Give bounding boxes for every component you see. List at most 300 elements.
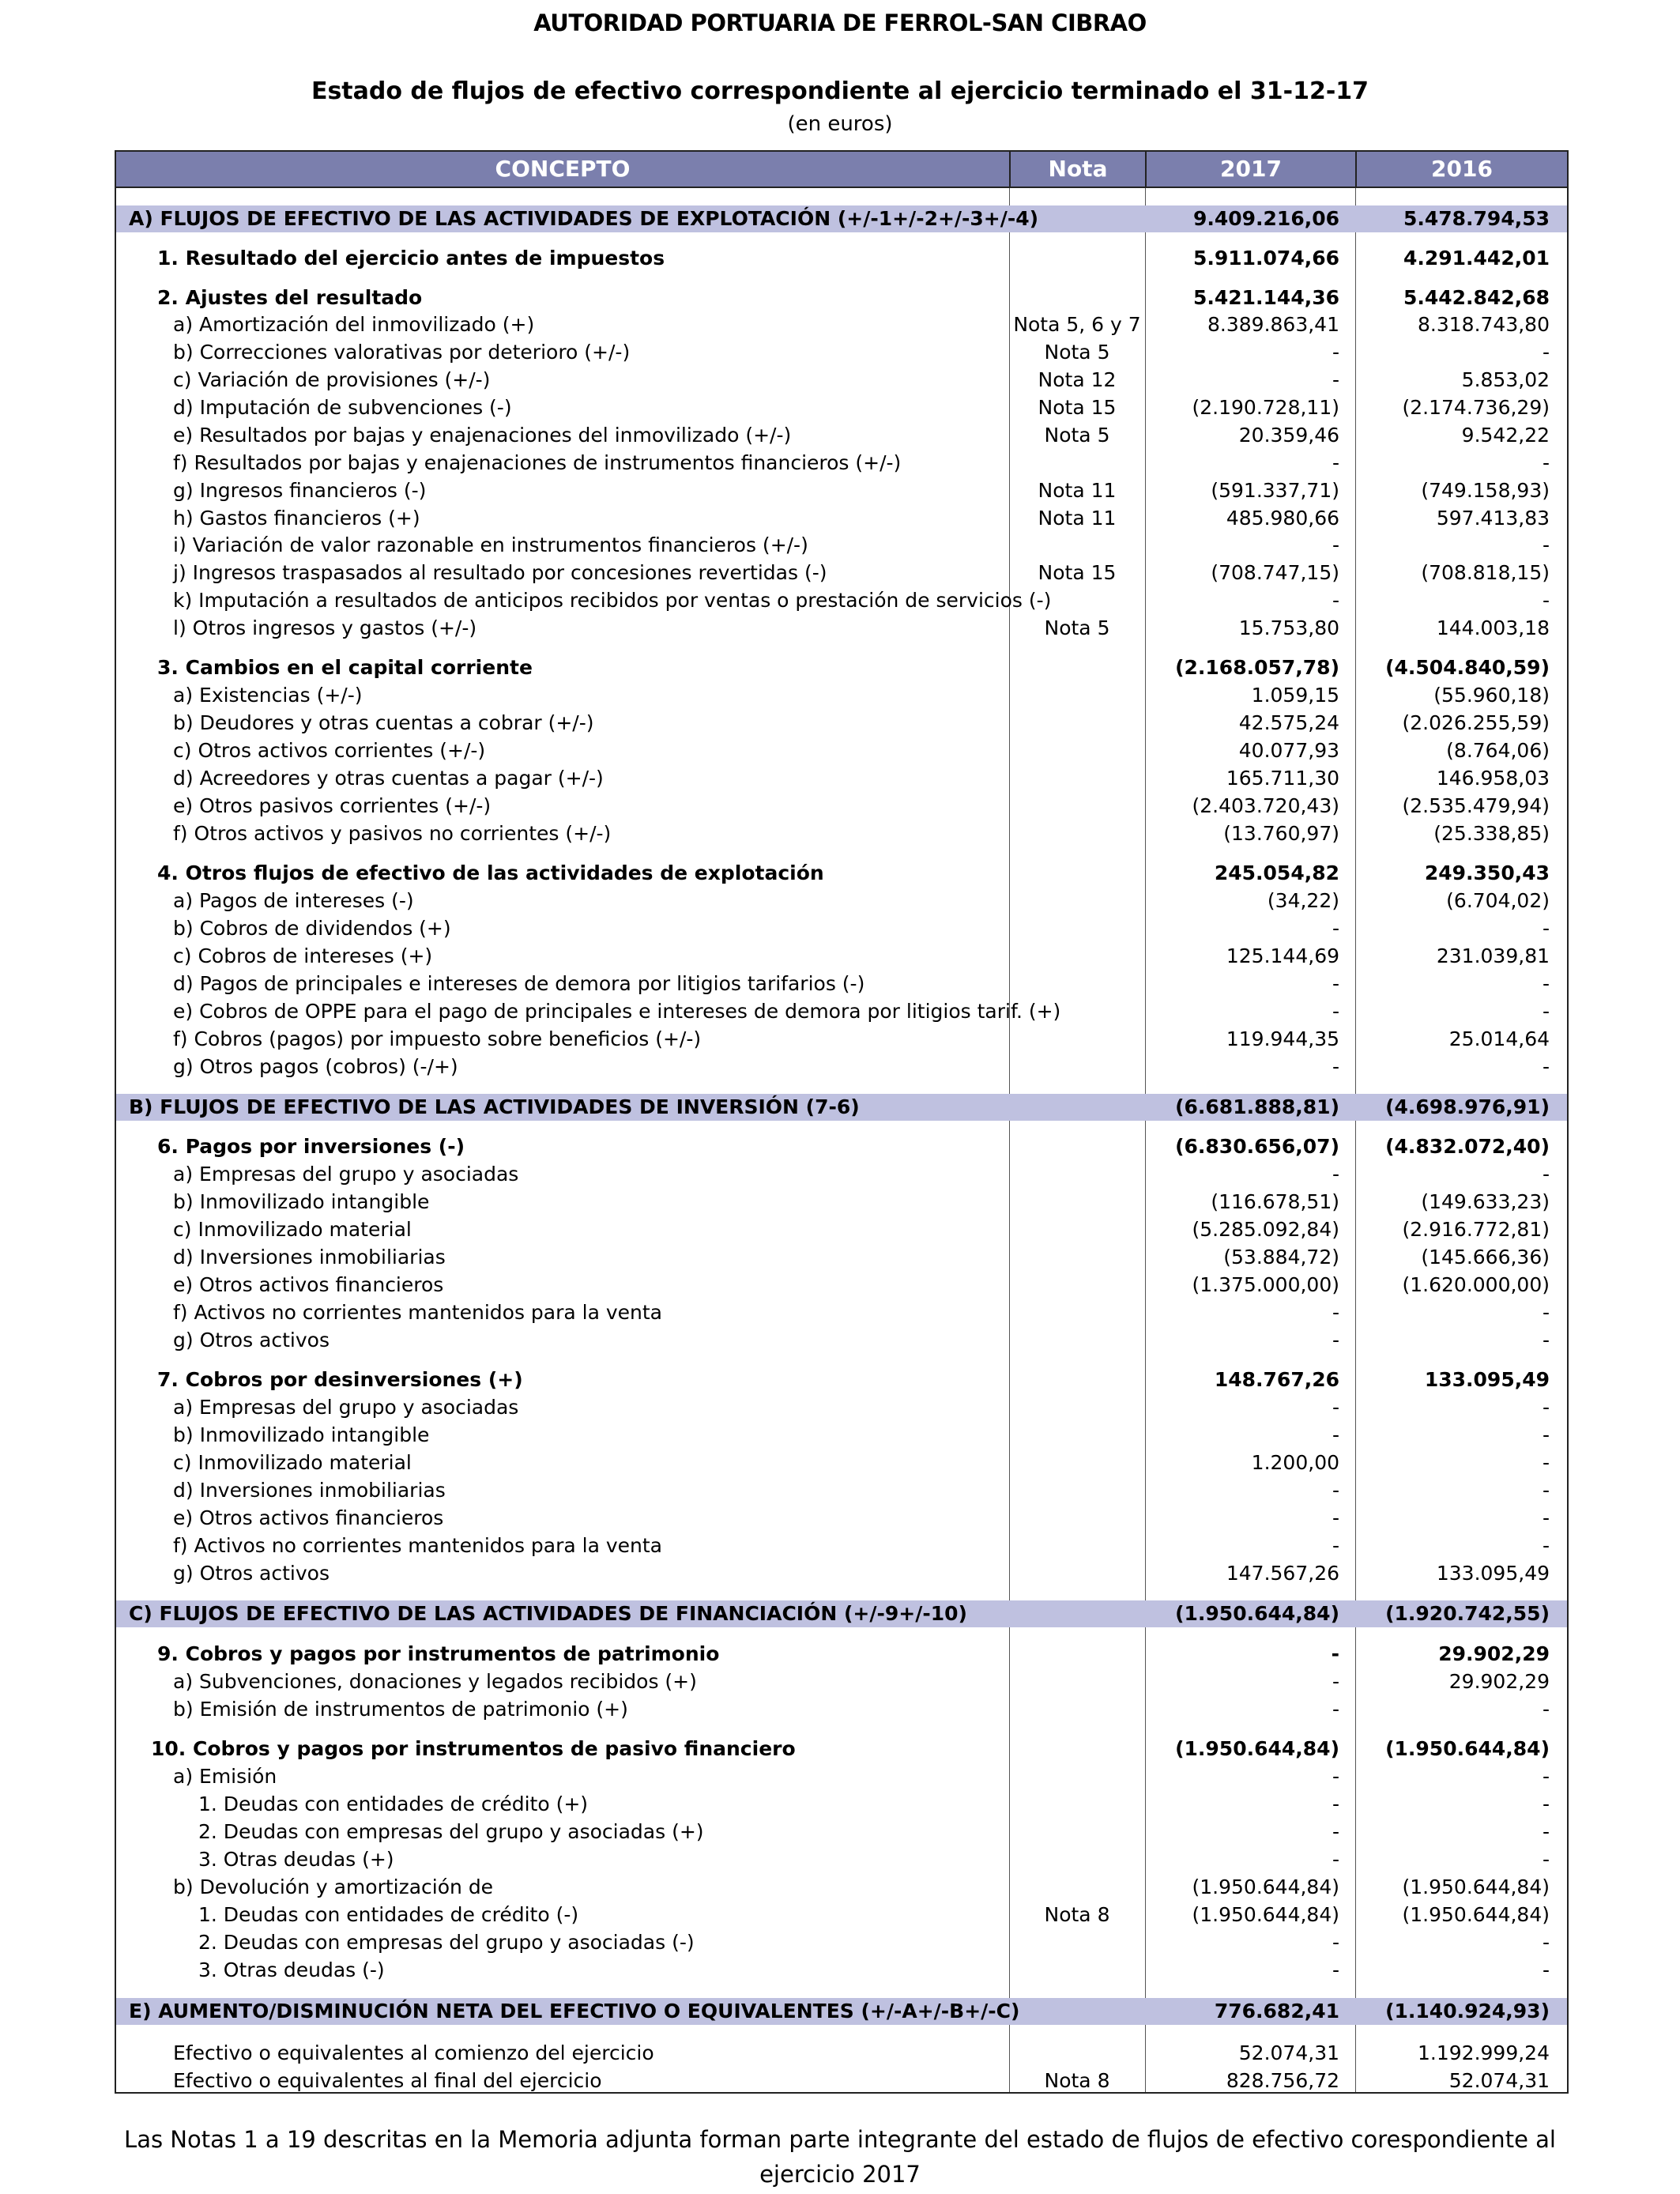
table-row <box>116 532 1567 559</box>
row-value-2016: (1.620.000,00) <box>1402 1273 1550 1296</box>
row-value-2016: 5.478.794,53 <box>1403 207 1550 230</box>
table-row <box>116 505 1567 532</box>
row-nota <box>1009 1846 1145 1873</box>
row-nota: Nota 8 <box>1044 2069 1110 2092</box>
row-label: e) Otros activos financieros <box>173 1273 444 1296</box>
row-value-2016: 144.003,18 <box>1436 616 1550 639</box>
row-nota <box>1009 998 1145 1025</box>
row-value-2017: 1.059,15 <box>1251 684 1339 707</box>
row-value-2016: - <box>1542 1931 1550 1954</box>
table-row <box>116 1216 1567 1243</box>
row-value-2017: (1.375.000,00) <box>1192 1273 1339 1296</box>
table-row <box>116 1367 1567 1393</box>
table-row <box>116 1189 1567 1216</box>
row-nota <box>1009 1819 1145 1845</box>
row-value-2016: - <box>1542 1479 1550 1502</box>
row-value-2017: (116.678,51) <box>1211 1190 1339 1213</box>
row-value-2016: 5.853,02 <box>1461 368 1550 391</box>
row-value-2016: - <box>1542 1396 1550 1419</box>
row-value-2017: 125.144,69 <box>1226 944 1339 967</box>
row-value-2017: 165.711,30 <box>1226 767 1339 790</box>
row-label: 2. Ajustes del resultado <box>157 286 423 309</box>
table-row <box>116 915 1567 942</box>
table-row <box>116 1763 1567 1790</box>
row-label: d) Inversiones inmobiliarias <box>173 1246 446 1269</box>
row-value-2017: 15.753,80 <box>1238 616 1339 639</box>
table-row <box>116 1272 1567 1299</box>
row-value-2017: (2.190.728,11) <box>1192 396 1339 419</box>
row-label: 3. Otras deudas (+) <box>198 1848 394 1871</box>
table-row <box>116 971 1567 997</box>
row-value-2016: - <box>1542 589 1550 612</box>
row-nota: Nota 11 <box>1038 479 1117 502</box>
row-label: 1. Deudas con entidades de crédito (+) <box>198 1793 589 1815</box>
row-nota <box>1009 710 1145 737</box>
row-value-2017: - <box>1332 533 1339 556</box>
row-nota <box>1009 1600 1145 1627</box>
table-row <box>116 1902 1567 1928</box>
row-value-2017: - <box>1332 1931 1339 1954</box>
row-value-2017: 776.682,41 <box>1214 2000 1339 2022</box>
row-label: f) Activos no corrientes mantenidos para la venta <box>173 1301 663 1324</box>
row-value-2017: - <box>1332 341 1339 364</box>
row-label: b) Cobros de dividendos (+) <box>173 917 451 940</box>
table-header <box>115 150 1569 188</box>
row-nota <box>1009 1299 1145 1326</box>
table-row <box>116 1026 1567 1053</box>
row-value-2016: 29.902,29 <box>1438 1642 1550 1665</box>
table-row <box>116 394 1567 421</box>
row-label: d) Pagos de principales e intereses de demora por litigios tarifarios (-) <box>173 972 865 995</box>
table-row <box>116 1846 1567 1873</box>
row-value-2016: - <box>1542 1820 1550 1843</box>
table-row <box>116 1299 1567 1326</box>
section-row <box>116 1998 1567 2025</box>
row-value-2016: 9.542,22 <box>1461 424 1550 447</box>
row-nota <box>1009 1929 1145 1956</box>
row-label: 6. Pagos por inversiones (-) <box>157 1135 465 1158</box>
table-row <box>116 1791 1567 1818</box>
row-value-2017: - <box>1332 451 1339 474</box>
row-value-2017: - <box>1332 1793 1339 1815</box>
row-value-2017: 20.359,46 <box>1238 424 1339 447</box>
row-label: f) Resultados por bajas y enajenaciones de instrumentos financieros (+/-) <box>173 451 902 474</box>
row-label: e) Otros activos financieros <box>173 1506 444 1529</box>
table-row <box>116 1449 1567 1476</box>
row-value-2017: (1.950.644,84) <box>1192 1903 1339 1926</box>
row-value-2016: - <box>1542 1793 1550 1815</box>
row-value-2016: 133.095,49 <box>1424 1368 1550 1391</box>
row-value-2016: (708.818,15) <box>1421 561 1550 584</box>
row-value-2017: - <box>1332 1848 1339 1871</box>
table-row <box>116 682 1567 709</box>
row-label: 4. Otros flujos de efectivo de las actividades de explotación <box>157 861 824 884</box>
row-value-2016: (149.633,23) <box>1421 1190 1550 1213</box>
row-label: b) Deudores y otras cuentas a cobrar (+/-) <box>173 711 594 734</box>
row-value-2016: (2.174.736,29) <box>1402 396 1550 419</box>
row-nota: Nota 8 <box>1044 1903 1110 1926</box>
row-nota <box>1009 971 1145 997</box>
row-value-2017: - <box>1332 1301 1339 1324</box>
table-row <box>116 998 1567 1025</box>
page-title: Estado de flujos de efectivo correspondiente al ejercicio terminado el 31-12-17 <box>311 77 1369 105</box>
row-label: e) Otros pasivos corrientes (+/-) <box>173 794 492 817</box>
row-label: b) Inmovilizado intangible <box>173 1190 430 1213</box>
row-value-2017: (708.747,15) <box>1211 561 1339 584</box>
row-nota <box>1009 1026 1145 1053</box>
row-nota <box>1009 793 1145 820</box>
row-nota <box>1009 285 1145 311</box>
row-value-2016: (2.916.772,81) <box>1402 1218 1550 1241</box>
row-value-2016: - <box>1542 972 1550 995</box>
table-row <box>116 943 1567 970</box>
table-row <box>116 1505 1567 1532</box>
row-value-2017: - <box>1332 1055 1339 1078</box>
row-label: g) Otros activos <box>173 1562 330 1585</box>
row-label: 2. Deudas con empresas del grupo y asociadas (-) <box>198 1931 695 1954</box>
row-value-2016: - <box>1542 1055 1550 1078</box>
row-nota <box>1009 1161 1145 1188</box>
row-label: g) Otros activos <box>173 1329 330 1351</box>
row-value-2017: - <box>1332 1479 1339 1502</box>
row-nota <box>1009 1791 1145 1818</box>
row-label: Efectivo o equivalentes al comienzo del ejercicio <box>173 2041 654 2064</box>
table-row <box>116 2068 1567 2094</box>
row-value-2017: - <box>1332 589 1339 612</box>
row-nota <box>1009 1477 1145 1504</box>
table-row <box>116 2040 1567 2067</box>
row-value-2017: - <box>1332 1163 1339 1186</box>
table-row <box>116 860 1567 887</box>
row-value-2016: - <box>1542 1301 1550 1324</box>
row-value-2017: - <box>1332 1423 1339 1446</box>
row-value-2017: (6.830.656,07) <box>1175 1135 1339 1158</box>
row-value-2016: (4.698.976,91) <box>1385 1095 1550 1118</box>
row-value-2017: - <box>1332 368 1339 391</box>
table-row <box>116 793 1567 820</box>
row-value-2016: (2.535.479,94) <box>1402 794 1550 817</box>
table-row <box>116 1244 1567 1271</box>
row-value-2016: - <box>1542 1958 1550 1981</box>
row-value-2017: (1.950.644,84) <box>1175 1737 1339 1760</box>
row-label: c) Inmovilizado material <box>173 1451 412 1474</box>
row-value-2016: 25.014,64 <box>1448 1027 1550 1050</box>
table-row <box>116 888 1567 914</box>
row-value-2016: (1.920.742,55) <box>1385 1602 1550 1625</box>
column-header-concepto: CONCEPTO <box>495 156 631 182</box>
section-row <box>116 1600 1567 1627</box>
row-nota: Nota 5 <box>1044 341 1110 364</box>
row-nota <box>1009 943 1145 970</box>
row-label: 7. Cobros por desinversiones (+) <box>157 1368 523 1391</box>
table-row <box>116 1736 1567 1762</box>
row-value-2017: - <box>1332 1765 1339 1788</box>
row-nota: Nota 5 <box>1044 616 1110 639</box>
row-label: h) Gastos financieros (+) <box>173 507 420 530</box>
row-value-2016: 5.442.842,68 <box>1403 286 1550 309</box>
cash-flow-table <box>115 188 1569 2094</box>
row-label: a) Empresas del grupo y asociadas <box>173 1396 519 1419</box>
row-nota <box>1009 737 1145 764</box>
table-row <box>116 710 1567 737</box>
row-label: g) Ingresos financieros (-) <box>173 479 427 502</box>
table-row <box>116 1394 1567 1421</box>
table-row <box>116 1133 1567 1160</box>
row-value-2016: - <box>1542 1534 1550 1557</box>
row-value-2016: 231.039,81 <box>1436 944 1550 967</box>
row-value-2016: 597.413,83 <box>1436 507 1550 530</box>
row-label: B) FLUJOS DE EFECTIVO DE LAS ACTIVIDADES DE INVERSIÓN (7-6) <box>129 1095 860 1118</box>
row-value-2016: - <box>1542 1423 1550 1446</box>
row-label: f) Activos no corrientes mantenidos para la venta <box>173 1534 663 1557</box>
row-value-2017: (13.760,97) <box>1223 822 1339 845</box>
row-label: 9. Cobros y pagos por instrumentos de patrimonio <box>157 1642 720 1665</box>
row-value-2017: (34,22) <box>1267 889 1339 912</box>
table-row <box>116 560 1567 586</box>
row-value-2016: (145.666,36) <box>1421 1246 1550 1269</box>
row-value-2016: (4.504.840,59) <box>1385 656 1550 679</box>
row-value-2016: - <box>1542 1848 1550 1871</box>
row-nota <box>1009 1189 1145 1216</box>
row-label: j) Ingresos traspasados al resultado por concesiones revertidas (-) <box>173 561 827 584</box>
row-value-2016: (2.026.255,59) <box>1402 711 1550 734</box>
row-value-2017: - <box>1332 1329 1339 1351</box>
row-nota <box>1009 654 1145 681</box>
row-label: d) Acreedores y otras cuentas a pagar (+/-) <box>173 767 604 790</box>
row-label: b) Inmovilizado intangible <box>173 1423 430 1446</box>
table-row <box>116 1532 1567 1559</box>
row-label: c) Cobros de intereses (+) <box>173 944 433 967</box>
row-label: 10. Cobros y pagos por instrumentos de pasivo financiero <box>151 1737 796 1760</box>
row-nota <box>1009 205 1145 232</box>
row-nota <box>1009 1449 1145 1476</box>
row-value-2016: (1.140.924,93) <box>1385 2000 1550 2022</box>
row-value-2016: 4.291.442,01 <box>1403 247 1550 270</box>
section-row <box>116 1094 1567 1121</box>
row-value-2016: (6.704,02) <box>1446 889 1550 912</box>
row-value-2017: 9.409.216,06 <box>1192 207 1339 230</box>
row-label: a) Existencias (+/-) <box>173 684 363 707</box>
row-value-2017: 5.421.144,36 <box>1192 286 1339 309</box>
row-value-2016: 146.958,03 <box>1436 767 1550 790</box>
row-nota <box>1009 765 1145 792</box>
row-value-2016: 29.902,29 <box>1448 1670 1550 1693</box>
row-label: e) Cobros de OPPE para el pago de principales e intereses de demora por litigios tarif. (+) <box>173 1000 1061 1023</box>
organization-title: AUTORIDAD PORTUARIA DE FERROL-SAN CIBRAO <box>533 9 1147 36</box>
row-nota: Nota 5 <box>1044 424 1110 447</box>
page-subtitle: (en euros) <box>787 112 893 136</box>
row-value-2017: - <box>1332 1000 1339 1023</box>
row-nota <box>1009 245 1145 272</box>
row-value-2016: (4.832.072,40) <box>1385 1135 1550 1158</box>
row-label: b) Devolución y amortización de <box>173 1875 494 1898</box>
row-label: k) Imputación a resultados de anticipos recibidos por ventas o prestación de servicios (-) <box>173 589 1052 612</box>
table-row <box>116 339 1567 366</box>
row-label: g) Otros pagos (cobros) (-/+) <box>173 1055 458 1078</box>
table-row <box>116 1161 1567 1188</box>
row-nota <box>1009 682 1145 709</box>
row-value-2016: - <box>1542 917 1550 940</box>
row-nota <box>1009 1216 1145 1243</box>
table-row <box>116 477 1567 504</box>
row-label: a) Pagos de intereses (-) <box>173 889 414 912</box>
row-value-2017: (6.681.888,81) <box>1175 1095 1339 1118</box>
row-nota <box>1009 1696 1145 1723</box>
table-row <box>116 1819 1567 1845</box>
row-value-2016: - <box>1542 451 1550 474</box>
row-nota <box>1009 1560 1145 1587</box>
table-row <box>116 820 1567 847</box>
row-value-2017: 245.054,82 <box>1214 861 1339 884</box>
row-nota <box>1009 1641 1145 1668</box>
row-value-2017: (2.168.057,78) <box>1175 656 1339 679</box>
row-nota: Nota 5, 6 y 7 <box>1013 313 1141 336</box>
row-value-2017: 52.074,31 <box>1238 2041 1339 2064</box>
row-nota <box>1009 820 1145 847</box>
row-value-2017: 5.911.074,66 <box>1192 247 1339 270</box>
row-value-2016: (25.338,85) <box>1433 822 1550 845</box>
row-value-2017: - <box>1332 1670 1339 1693</box>
row-value-2017: - <box>1332 1698 1339 1721</box>
table-row <box>116 654 1567 681</box>
row-label: C) FLUJOS DE EFECTIVO DE LAS ACTIVIDADES DE FINANCIACIÓN (+/-9+/-10) <box>129 1602 967 1625</box>
row-nota <box>1009 1505 1145 1532</box>
row-nota: Nota 11 <box>1038 507 1117 530</box>
row-nota: Nota 15 <box>1038 396 1117 419</box>
table-row <box>116 765 1567 792</box>
table-row <box>116 1668 1567 1695</box>
table-row <box>116 1560 1567 1587</box>
row-value-2017: 119.944,35 <box>1226 1027 1339 1050</box>
footer-note: Las Notas 1 a 19 descritas en la Memoria adjunta forman parte integrante del estado de flujos de efectivo corespondiente al ejercicio 2017 <box>124 2126 1556 2188</box>
row-value-2017: (591.337,71) <box>1211 479 1339 502</box>
row-nota <box>1009 1532 1145 1559</box>
row-value-2016: 133.095,49 <box>1436 1562 1550 1585</box>
row-value-2016: (1.950.644,84) <box>1385 1737 1550 1760</box>
row-value-2016: - <box>1542 1000 1550 1023</box>
row-value-2017: - <box>1332 1506 1339 1529</box>
row-nota <box>1009 1054 1145 1080</box>
row-label: a) Amortización del inmovilizado (+) <box>173 313 535 336</box>
row-value-2017: 148.767,26 <box>1214 1368 1339 1391</box>
row-label: A) FLUJOS DE EFECTIVO DE LAS ACTIVIDADES DE EXPLOTACIÓN (+/-1+/-2+/-3+/-4) <box>129 207 1039 230</box>
row-nota: Nota 15 <box>1038 561 1117 584</box>
row-label: l) Otros ingresos y gastos (+/-) <box>173 616 477 639</box>
table-row <box>116 737 1567 764</box>
row-nota <box>1009 1763 1145 1790</box>
row-value-2017: - <box>1332 917 1339 940</box>
row-value-2017: 8.389.863,41 <box>1207 313 1339 336</box>
row-nota <box>1009 888 1145 914</box>
row-label: c) Inmovilizado material <box>173 1218 412 1241</box>
row-value-2017: (1.950.644,84) <box>1175 1602 1339 1625</box>
row-nota <box>1009 1133 1145 1160</box>
row-value-2016: - <box>1542 1765 1550 1788</box>
row-label: e) Resultados por bajas y enajenaciones del inmovilizado (+/-) <box>173 424 792 447</box>
row-value-2016: - <box>1542 341 1550 364</box>
row-value-2016: (1.950.644,84) <box>1402 1875 1550 1898</box>
table-row <box>116 245 1567 272</box>
column-header-nota: Nota <box>1009 152 1145 187</box>
table-row <box>116 1874 1567 1901</box>
row-value-2016: - <box>1542 1163 1550 1186</box>
row-nota <box>1009 2040 1145 2067</box>
row-value-2016: - <box>1542 1329 1550 1351</box>
row-value-2017: 42.575,24 <box>1238 711 1339 734</box>
row-nota <box>1009 450 1145 477</box>
column-header-2017: 2017 <box>1145 152 1355 187</box>
row-value-2017: 147.567,26 <box>1226 1562 1339 1585</box>
row-label: d) Inversiones inmobiliarias <box>173 1479 446 1502</box>
table-row <box>116 311 1567 338</box>
row-label: b) Emisión de instrumentos de patrimonio (+) <box>173 1698 628 1721</box>
row-value-2017: 485.980,66 <box>1226 507 1339 530</box>
row-label: c) Otros activos corrientes (+/-) <box>173 739 486 762</box>
row-value-2016: - <box>1542 1506 1550 1529</box>
row-label: a) Emisión <box>173 1765 277 1788</box>
row-nota <box>1009 1957 1145 1984</box>
table-row <box>116 587 1567 614</box>
row-value-2016: (749.158,93) <box>1421 479 1550 502</box>
table-row <box>116 285 1567 311</box>
row-value-2017: - <box>1332 972 1339 995</box>
row-nota <box>1009 1422 1145 1449</box>
row-nota <box>1009 532 1145 559</box>
table-row <box>116 1477 1567 1504</box>
row-label: E) AUMENTO/DISMINUCIÓN NETA DEL EFECTIVO O EQUIVALENTES (+/-A+/-B+/-C) <box>129 2000 1020 2022</box>
row-value-2017: 40.077,93 <box>1238 739 1339 762</box>
row-value-2017: (1.950.644,84) <box>1192 1875 1339 1898</box>
row-label: c) Variación de provisiones (+/-) <box>173 368 491 391</box>
row-value-2016: 249.350,43 <box>1424 861 1550 884</box>
row-label: 3. Otras deudas (-) <box>198 1958 385 1981</box>
row-label: a) Subvenciones, donaciones y legados recibidos (+) <box>173 1670 697 1693</box>
row-value-2017: - <box>1332 1958 1339 1981</box>
row-nota <box>1009 1394 1145 1421</box>
row-label: Efectivo o equivalentes al final del ejercicio <box>173 2069 602 2092</box>
table-row <box>116 422 1567 449</box>
row-label: d) Imputación de subvenciones (-) <box>173 396 512 419</box>
row-label: 1. Resultado del ejercicio antes de impuestos <box>157 247 665 270</box>
table-row <box>116 367 1567 394</box>
table-row <box>116 1957 1567 1984</box>
row-value-2016: - <box>1542 533 1550 556</box>
table-row <box>116 450 1567 477</box>
row-value-2016: (55.960,18) <box>1433 684 1550 707</box>
row-label: b) Correcciones valorativas por deterioro (+/-) <box>173 341 631 364</box>
row-value-2017: (2.403.720,43) <box>1192 794 1339 817</box>
row-value-2016: 8.318.743,80 <box>1418 313 1550 336</box>
table-row <box>116 1929 1567 1956</box>
row-value-2016: 1.192.999,24 <box>1418 2041 1550 2064</box>
row-nota <box>1009 915 1145 942</box>
row-label: a) Empresas del grupo y asociadas <box>173 1163 519 1186</box>
table-row <box>116 1422 1567 1449</box>
row-nota <box>1009 1998 1145 2025</box>
table-row <box>116 615 1567 642</box>
row-nota <box>1009 860 1145 887</box>
row-value-2016: 52.074,31 <box>1448 2069 1550 2092</box>
table-row <box>116 1641 1567 1668</box>
row-nota <box>1009 1736 1145 1762</box>
row-nota <box>1009 1272 1145 1299</box>
row-nota <box>1009 1094 1145 1121</box>
row-nota <box>1009 1874 1145 1901</box>
row-nota <box>1009 1668 1145 1695</box>
row-value-2017: 828.756,72 <box>1226 2069 1339 2092</box>
row-value-2016: (8.764,06) <box>1446 739 1550 762</box>
row-label: i) Variación de valor razonable en instrumentos financieros (+/-) <box>173 533 808 556</box>
